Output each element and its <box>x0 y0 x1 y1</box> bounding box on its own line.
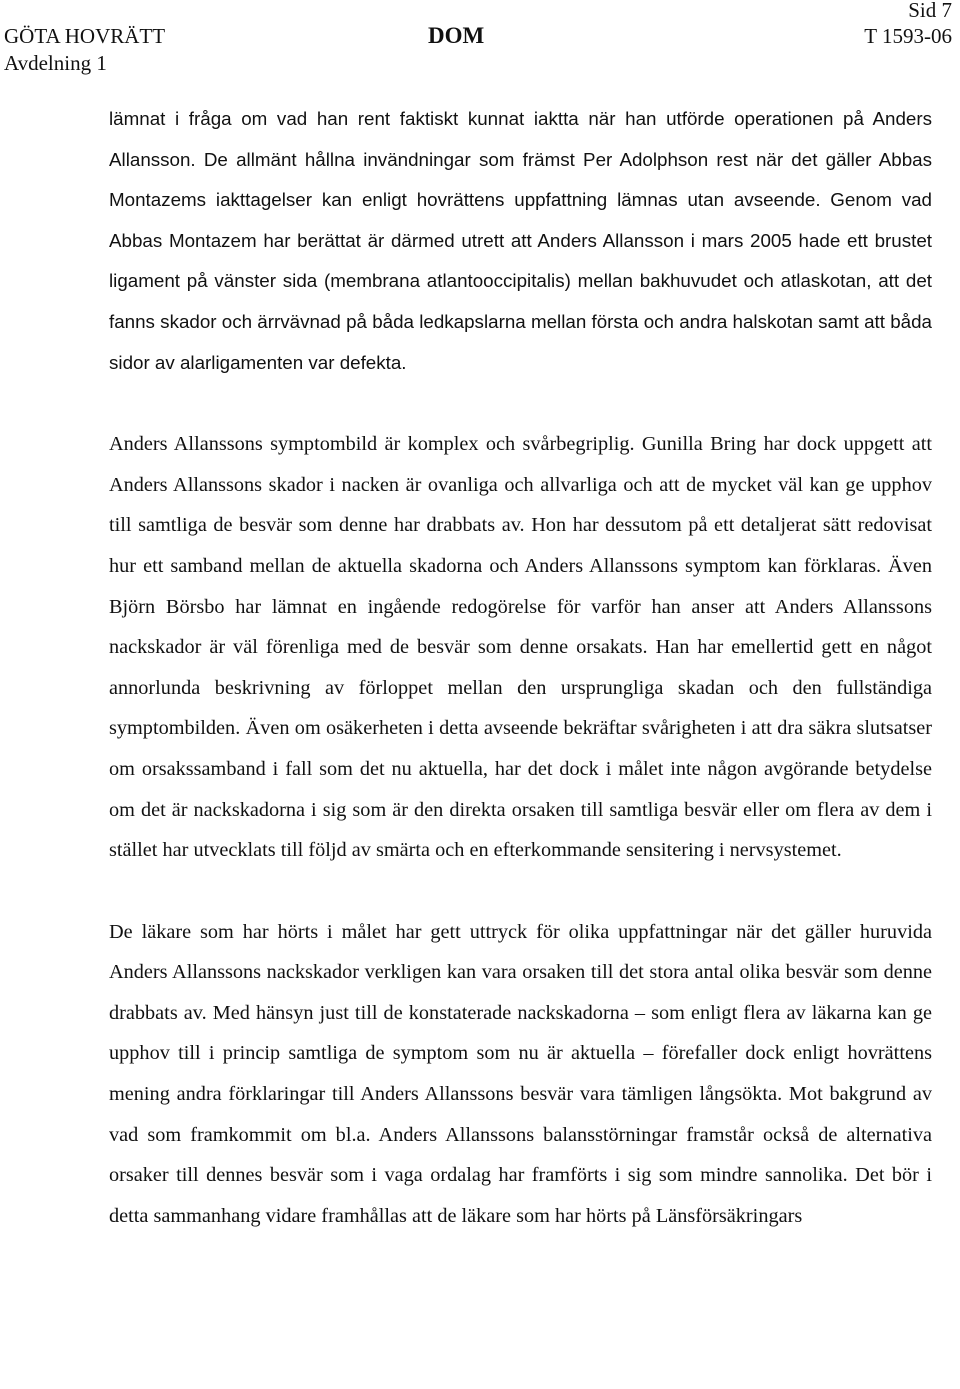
page-header <box>0 0 960 80</box>
division-name: Avdelning 1 <box>4 51 107 75</box>
court-name: GÖTA HOVRÄTT <box>4 24 166 48</box>
document-type: DOM <box>428 23 485 48</box>
paragraph-2: Anders Allanssons symptombild är komplex och svårbegriplig. Gunilla Bring har dock uppgett att Anders Allanssons skador i nacken är ovanliga och allvarliga och att de mycket väl kan ge upphov till samtliga de besvär som denne har drabbats av. Hon har dessutom på ett detaljerat sätt redovisat hur ett samband mellan de aktuella skadorna och Anders Allanssons symptom kan förklaras. Även Björn Börsbo har lämnat en ingående redogörelse för varför han anser att Anders Allanssons nackskador är väl förenliga med de besvär som denne orsakats. Han har emellertid gett en något annorlunda beskrivning av förloppet mellan den ursprungliga skadan och den fullständiga symptombilden. Även om osäkerheten i detta avseende bekräftar svårigheten i att dra säkra slutsatser om orsakssamband i fall som det nu aktuella, har det dock i målet inte någon avgörande betydelse om det är nackskadorna i sig som är den direkta orsaken till samtliga besvär eller om flera av dem i stället har utvecklats till följd av smärta och en efterkommande sensitering i nervsystemet. <box>109 433 932 862</box>
paragraph-1 <box>109 99 932 383</box>
paragraph-3: De läkare som har hörts i målet har gett uttryck för olika uppfattningar när det gäller huruvida Anders Allanssons nackskador verkligen kan vara orsaken till det stora antal olika besvär som denne drabbats av. Med hänsyn just till de konstaterade nackskadorna – som enligt flera av läkarna kan ge upphov till i princip samtliga de symptom som nu är aktuella – förefaller dock enligt hovrättens mening andra förklaringar till Anders Allanssons besvär vara tämligen långsökta. Mot bakgrund av vad som framkommit om bl.a. Anders Allanssons balansstörningar framstår också de alternativa orsaker till dennes besvär som i vaga ordalag har framförts i sig som mindre sannolika. Det bör i detta sammanhang vidare framhållas att de läkare som har hörts på Länsförsäkringars <box>109 920 932 1227</box>
page-number: Sid 7 <box>908 0 952 22</box>
document-body <box>109 99 932 1236</box>
paragraph-1-part-1: lämnat i fråga om vad han rent faktiskt kunnat iaktta när han utförde operationen på Anders Allansson. De allmänt hållna invändningar som främst Per Adolphson rest när det gäller Abbas Montazems iakttagelser kan enligt hovrättens uppfattning lämnas utan avseende. <box>109 108 932 211</box>
case-number: T 1593-06 <box>864 24 952 48</box>
paragraph-1-part-2: Genom vad Abbas Montazem har berättat är därmed utrett att Anders Allansson i mars 2005 hade ett brustet ligament på vänster sida (membrana atlantooccipitalis) mellan bakhuvudet och atlaskotan, att det fanns skador och ärrvävnad på båda ledkapslarna mellan första och andra halskotan samt att båda sidor av alarligamenten var defekta. <box>109 189 932 373</box>
